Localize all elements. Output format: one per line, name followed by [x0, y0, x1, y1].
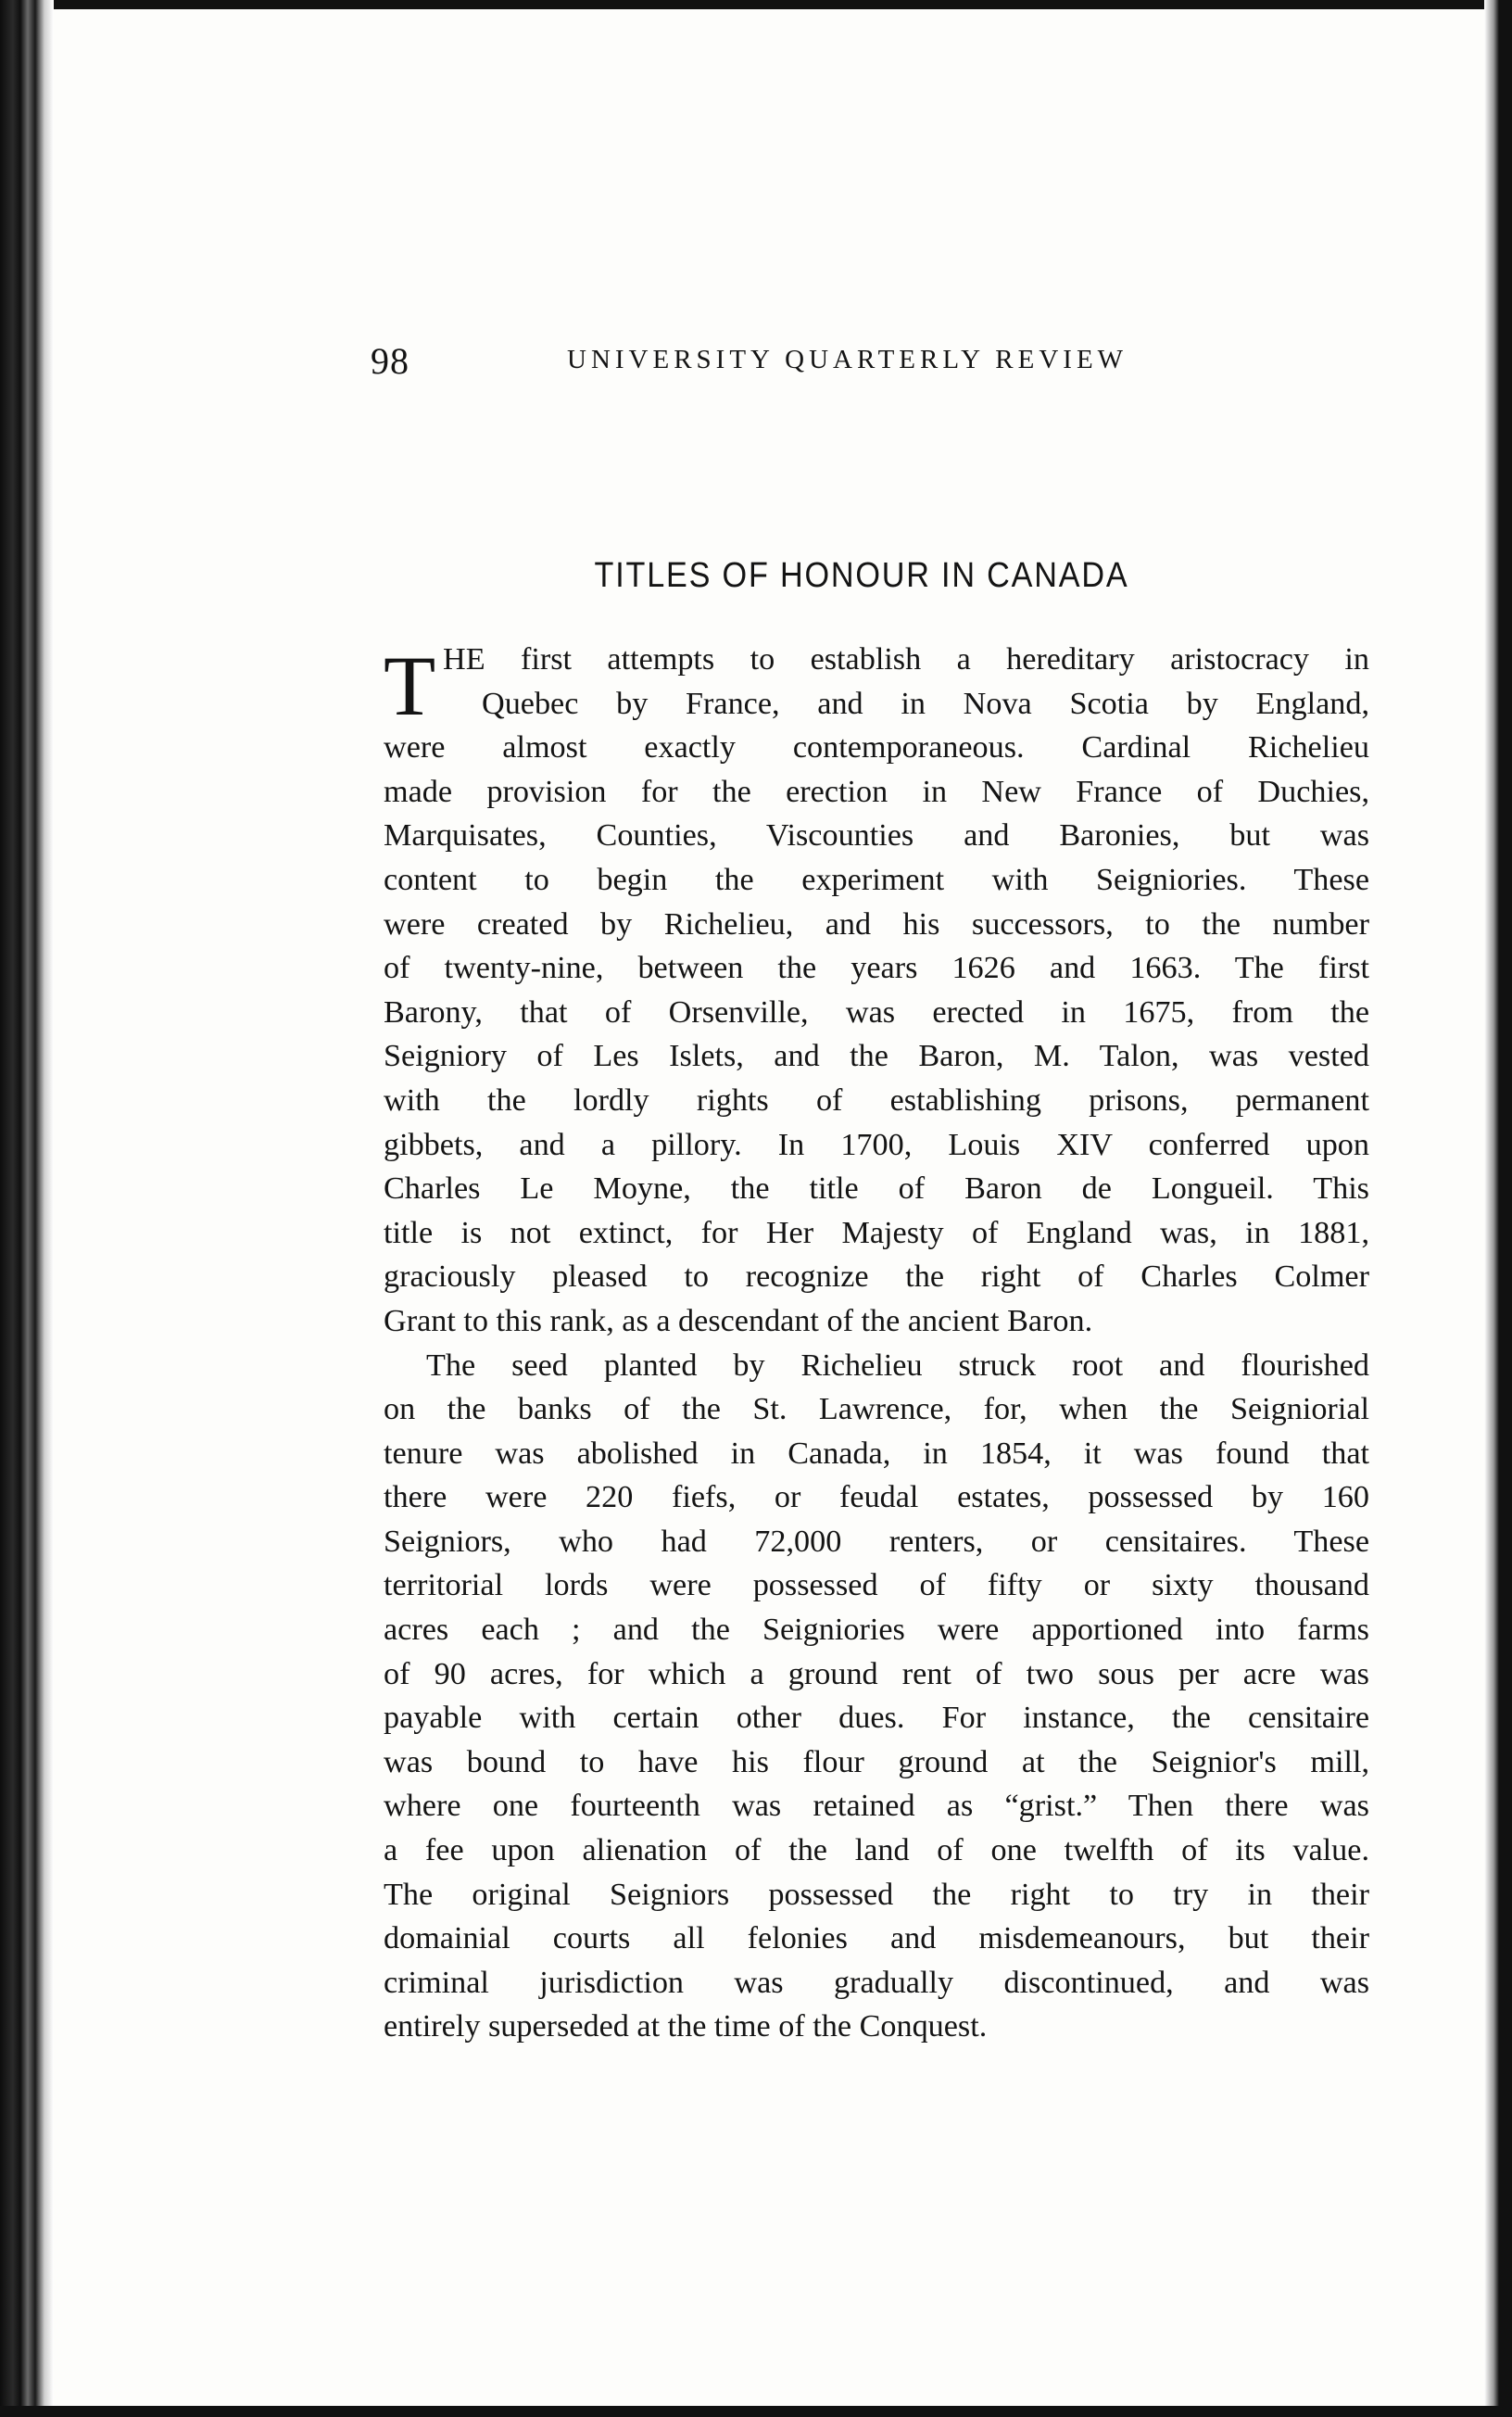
text-line: on the banks of the St. Lawrence, for, when the Seigniorial [384, 1392, 1369, 1427]
text-line: were almost exactly contemporaneous. Cardinal Richelieu [384, 730, 1369, 766]
text-line: of 90 acres, for which a ground rent of two sous per acre was [384, 1656, 1369, 1691]
text-line: content to begin the experiment with Seigniories. These [384, 862, 1369, 897]
text-line: The original Seigniors possessed the right to try in their [384, 1877, 1369, 1912]
text-line: Charles Le Moyne, the title of Baron de Longueil. This [384, 1171, 1369, 1207]
text-line: with the lordly rights of establishing prisons, permanent [384, 1082, 1369, 1118]
text-line: HE first attempts to establish a hereditary aristocracy in [443, 642, 1369, 677]
paragraph-2 [384, 1344, 1369, 2050]
text-line: Seigniory of Les Islets, and the Baron, M. Talon, was vested [384, 1039, 1369, 1074]
text-line: graciously pleased to recognize the right of Charles Colmer [384, 1259, 1369, 1295]
text-line: Seigniors, who had 72,000 renters, or censitaires. These [384, 1524, 1369, 1559]
text-line: Quebec by France, and in Nova Scotia by England, [482, 686, 1369, 721]
book-spine-edge [0, 0, 54, 2417]
text-line: was bound to have his flour ground at the Seignior's mill, [384, 1744, 1369, 1779]
text-line: there were 220 fiefs, or feudal estates, possessed by 160 [384, 1480, 1369, 1515]
text-line: Barony, that of Orsenville, was erected in 1675, from the [384, 994, 1369, 1030]
text-line: The seed planted by Richelieu struck root and flourished [426, 1348, 1369, 1383]
paragraph-1 [384, 638, 1369, 1344]
text-line: gibbets, and a pillory. In 1700, Louis XIV conferred upon [384, 1127, 1369, 1162]
article-title: TITLES OF HONOUR IN CANADA [594, 556, 1129, 595]
scan-border-right [1484, 0, 1512, 2417]
text-line: a fee upon alienation of the land of one twelfth of its value. [384, 1833, 1369, 1868]
scan-border-bottom [0, 2406, 1512, 2417]
text-line: tenure was abolished in Canada, in 1854, it was found that [384, 1436, 1369, 1471]
text-line: title is not extinct, for Her Majesty of England was, in 1881, [384, 1215, 1369, 1250]
text-line: entirely superseded at the time of the Conquest. [384, 2009, 988, 2044]
page-number: 98 [371, 340, 410, 382]
scan-border-top [0, 0, 1512, 9]
text-line: where one fourteenth was retained as “grist.” Then there was [384, 1789, 1369, 1824]
text-line: criminal jurisdiction was gradually discontinued, and was [384, 1965, 1369, 2000]
text-line: of twenty-nine, between the years 1626 and 1663. The first [384, 951, 1369, 986]
text-line: payable with certain other dues. For instance, the censitaire [384, 1701, 1369, 1736]
article-body [384, 638, 1369, 2049]
text-line: Grant to this rank, as a descendant of the ancient Baron. [384, 1303, 1093, 1338]
text-line: territorial lords were possessed of fifty or sixty thousand [384, 1568, 1369, 1603]
text-line: acres each ; and the Seigniories were apportioned into farms [384, 1613, 1369, 1648]
text-line: made provision for the erection in New France of Duchies, [384, 774, 1369, 809]
text-line: domainial courts all felonies and misdemeanours, but their [384, 1921, 1369, 1956]
drop-cap: T [384, 639, 436, 733]
text-line: Marquisates, Counties, Viscounties and Baronies, but was [384, 818, 1369, 854]
journal-title: UNIVERSITY QUARTERLY REVIEW [567, 345, 1128, 374]
running-head [371, 339, 1353, 395]
text-line: were created by Richelieu, and his successors, to the number [384, 906, 1369, 942]
